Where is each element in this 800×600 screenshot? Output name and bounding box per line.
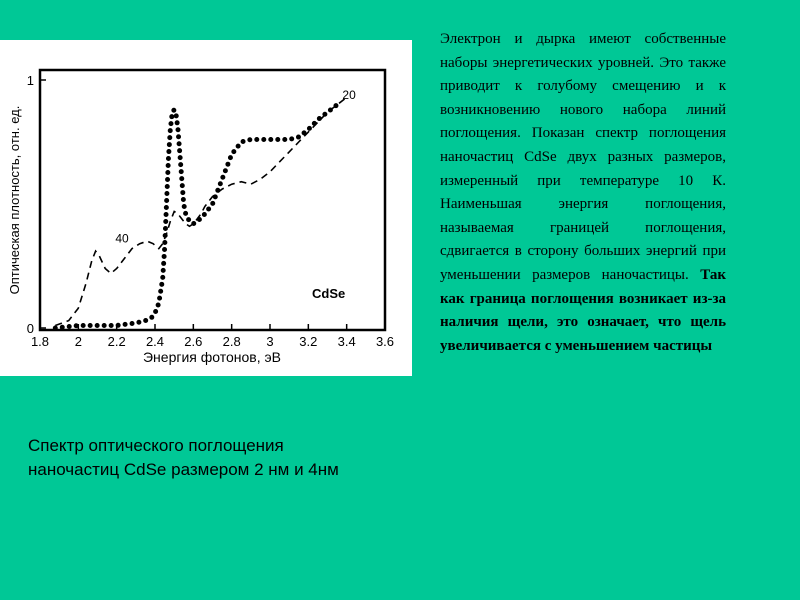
- chart-panel: [0, 40, 412, 376]
- x-tick-label: 3.6: [375, 334, 395, 349]
- y-tick-label: 0: [26, 321, 34, 336]
- series-line-20: [55, 105, 337, 328]
- body-paragraph: [440, 28, 726, 358]
- x-tick-label: 2: [74, 334, 82, 349]
- annotation-cdse: CdSe: [312, 286, 346, 301]
- series-label: 40: [115, 231, 129, 246]
- x-tick-label: 2.4: [145, 334, 165, 349]
- y-axis-ticks: [27, 73, 46, 336]
- x-axis-label: Энергия фотонов, эВ: [142, 349, 282, 365]
- absorption-spectrum-chart: [0, 40, 412, 376]
- series-layer: [55, 88, 356, 328]
- body-text-bold: Так как граница поглощения возникает из-за наличия щели, это означает, что щель увеличивается с уменьшением частицы: [440, 266, 727, 354]
- x-tick-label: 3: [266, 334, 274, 349]
- y-tick-label: 1: [26, 73, 34, 88]
- x-tick-label: 2.8: [222, 334, 241, 349]
- figure-caption: Спектр оптического поглощения наночастиц CdSe размером 2 нм и 4нм: [28, 436, 339, 479]
- x-axis-ticks: [31, 324, 394, 349]
- x-tick-label: 2.6: [184, 334, 203, 349]
- body-text-regular: Электрон и дырка имеют собственные наборы энергетических уровней. Это также приводит к голубому смещению и к возникновению нового набора линий поглощения. Показан спектр поглощения наночастиц CdSe двух разных размеров, измеренный при температуре 10 К. Наименьшая энергия поглощения, называемая границей поглощения, сдвигается в сторону больших энергий при уменьшении размеров наночастицы.: [440, 31, 726, 283]
- y-axis-label: Оптическая плотность, отн. ед.: [7, 105, 22, 295]
- x-tick-label: 2.2: [107, 334, 126, 349]
- x-tick-label: 3.2: [299, 334, 318, 349]
- x-tick-label: 3.4: [337, 334, 356, 349]
- x-tick-label: 1.8: [30, 334, 50, 349]
- series-label: 20: [342, 87, 356, 102]
